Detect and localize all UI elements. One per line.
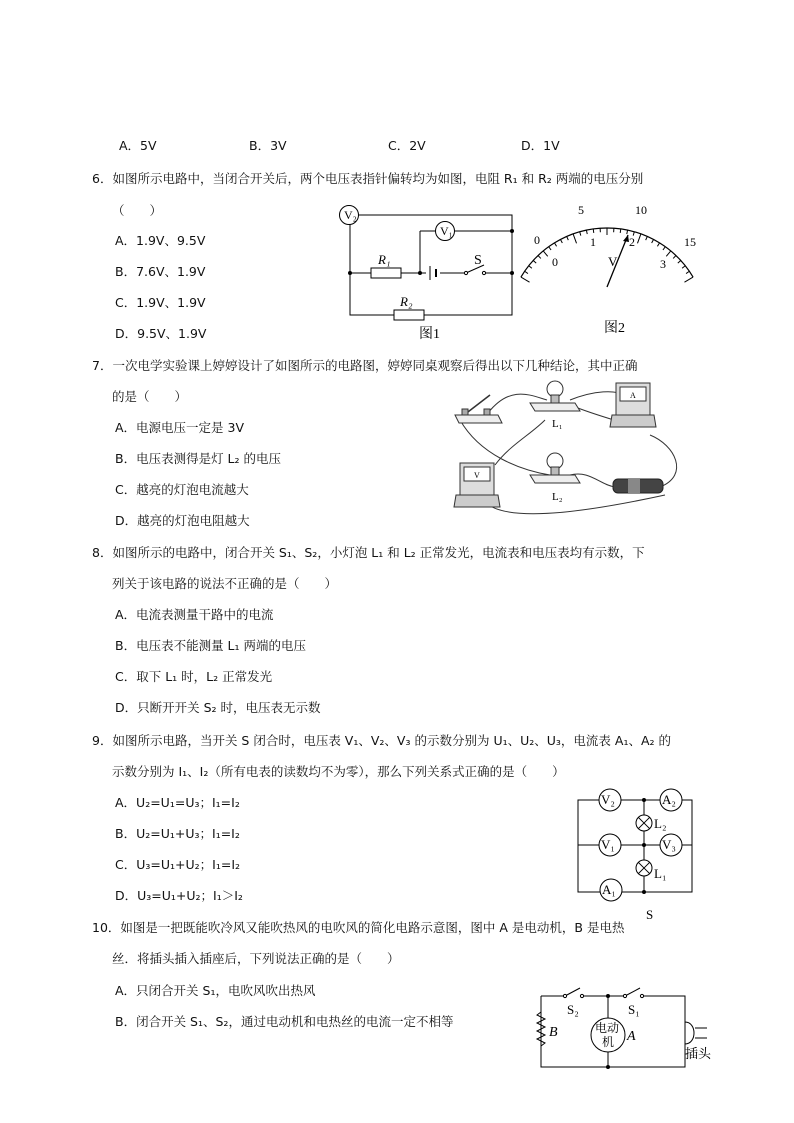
dial-tick-mark — [663, 247, 665, 250]
q6-fig1-v1-label: V₁ — [440, 224, 453, 238]
q9-fig-v2-label: V₂ — [601, 792, 615, 807]
dial-tick-mark — [673, 256, 676, 259]
q7-fig-l1-label: L₁ — [552, 418, 563, 430]
q8-stem-line1: 8．如图所示的电路中，闭合开关 S₁、S₂，小灯泡 L₁ 和 L₂ 正常发光，电流表和电压表均有示数，下 — [92, 545, 645, 560]
q10-stem-line2: 丝．将插头插入插座后，下列说法正确的是（ ） — [112, 951, 400, 966]
q10-fig-plug-label: 插头 — [685, 1046, 712, 1061]
dial-tick-mark — [686, 271, 689, 273]
q7-fig-ammeter-label: A — [630, 391, 636, 400]
dial-tick-mark — [529, 266, 532, 268]
dial-tick-mark — [678, 260, 681, 263]
dial-tick-mark — [560, 239, 562, 243]
dial-tick-mark — [666, 251, 670, 256]
dial-tick-mark — [620, 229, 621, 233]
dial-tick-mark — [525, 271, 528, 273]
q9-fig-s-label: S — [646, 907, 654, 922]
q7-ammeter-icon — [610, 383, 656, 427]
q6-fig1-r1-label: R₁ — [378, 252, 391, 267]
q7-figure-apparatus — [450, 375, 690, 525]
q6-fig1-v2-label: V₂ — [344, 208, 357, 222]
q9-option-b: B．U₂=U₁+U₃；I₁=I₂ — [115, 826, 240, 841]
q6-dial-inner-3: 3 — [660, 257, 666, 271]
q7-lamp-l1-icon — [530, 381, 580, 411]
q10-switch-s1-icon — [623, 988, 644, 1001]
q9-figure-circuit — [574, 786, 699, 926]
q6-stem: 6．如图所示电路中，当闭合开关后，两个电压表指针偏转均为如图，电阻 R₁ 和 R₂ 两端的电压分别 — [92, 171, 644, 186]
dial-tick-mark — [652, 239, 654, 243]
q7-option-d: D．越亮的灯泡电阻越大 — [115, 513, 250, 528]
q5-option-b: B．3V — [249, 138, 287, 153]
q7-stem-line1: 7．一次电学实验课上婷婷设计了如图所示的电路图，婷婷同桌观察后得出以下几种结论，其中正确 — [92, 358, 638, 373]
q7-option-a: A．电源电压一定是 3V — [115, 420, 245, 435]
q9-stem-line1: 9．如图所示电路，当开关 S 闭合时，电压表 V₁、V₂、V₃ 的示数分别为 U₁、U₂、U₃，电流表 A₁、A₂ 的 — [92, 733, 671, 748]
dial-tick-mark — [573, 234, 576, 243]
q10-plug-icon — [685, 1022, 707, 1044]
q7-fig-voltmeter-label: V — [474, 471, 480, 480]
dial-tick-mark — [682, 266, 685, 268]
q6-figure1-caption: 图1 — [419, 327, 440, 342]
q10-option-a: A．只闭合开关 S₁，电吹风吹出热风 — [115, 983, 316, 998]
q10-heater-wire-icon — [537, 1012, 545, 1046]
dial-tick-mark — [593, 229, 594, 233]
q6-figure2-caption: 图2 — [604, 321, 625, 336]
dial-tick-mark — [646, 236, 648, 240]
q10-figure-circuit — [525, 984, 725, 1074]
q9-option-a: A．U₂=U₁=U₃；I₁=I₂ — [115, 795, 240, 810]
q10-option-b: B．闭合开关 S₁、S₂，通过电动机和电热丝的电流一定不相等 — [115, 1014, 454, 1029]
q10-fig-motor-label-2: 机 — [602, 1035, 615, 1049]
q6-dial-inner-1: 1 — [590, 235, 596, 249]
q6-option-a: A．1.9V、9.5V — [115, 233, 206, 248]
q7-stem-line2: 的是（ ） — [112, 389, 188, 404]
dial-tick-mark — [627, 230, 628, 234]
q9-option-c: C．U₃=U₁+U₂；I₁=I₂ — [115, 857, 241, 872]
q6-dial-tick-5: 5 — [578, 203, 584, 217]
q10-switch-s2-icon — [563, 988, 584, 1001]
dial-tick-mark — [637, 234, 640, 243]
q8-option-d: D．只断开开关 S₂ 时，电压表无示数 — [115, 700, 321, 715]
q5-option-a: A．5V — [119, 138, 157, 153]
dial-tick-mark — [549, 247, 551, 250]
q9-fig-v1-label: V₁ — [601, 837, 615, 852]
q7-fig-l2-label: L₂ — [552, 491, 563, 503]
q8-stem-line2: 列关于该电路的说法不正确的是（ ） — [112, 576, 338, 591]
q10-fig-s2-label: S₂ — [567, 1002, 579, 1017]
q10-fig-s1-label: S₁ — [628, 1002, 640, 1017]
q6-dial-unit-v: V — [608, 254, 618, 269]
q10-stem-line1: 10．如图是一把既能吹冷风又能吹热风的电吹风的简化电路示意图，图中 A 是电动机，B 是电热 — [92, 920, 625, 935]
dial-tick-mark — [538, 256, 541, 259]
q7-option-b: B．电压表测得是灯 L₂ 的电压 — [115, 451, 281, 466]
dial-tick-mark — [533, 260, 536, 263]
q6-option-d: D．9.5V、1.9V — [115, 326, 207, 341]
q9-fig-a2-label: A₂ — [662, 792, 676, 807]
q7-voltmeter-icon — [454, 463, 500, 507]
q9-fig-l1-label: L₁ — [654, 866, 667, 881]
q9-option-d: D．U₃=U₁+U₂；I₁＞I₂ — [115, 888, 243, 903]
q10-fig-b-label: B — [549, 1025, 558, 1040]
q5-option-c: C．2V — [388, 138, 426, 153]
q6-option-b: B．7.6V、1.9V — [115, 264, 206, 279]
q6-option-c: C．1.9V、1.9V — [115, 295, 206, 310]
q6-fig1-r2-label: R₂ — [400, 294, 413, 309]
q6-resistor-r1-icon — [371, 268, 401, 278]
q6-dial-tick-10: 10 — [635, 203, 647, 217]
q5-option-d: D．1V — [521, 138, 560, 153]
q6-dial-tick-15: 15 — [684, 235, 696, 249]
q8-option-c: C．取下 L₁ 时，L₂ 正常发光 — [115, 669, 273, 684]
dial-tick-mark — [543, 251, 547, 256]
q9-fig-v3-label: V₃ — [662, 837, 676, 852]
q5-options — [119, 138, 599, 154]
q9-fig-a1-label: A₁ — [602, 882, 616, 897]
q9-stem-line2: 示数分别为 I₁、I₂（所有电表的读数均不为零），那么下列关系式正确的是（ ） — [112, 764, 565, 779]
q6-resistor-r2-icon — [394, 310, 424, 320]
q7-lamp-l2-icon — [530, 453, 580, 483]
dial-tick-mark — [580, 232, 581, 236]
q6-answer-paren: （ ） — [112, 203, 163, 218]
q8-option-b: B．电压表不能测量 L₁ 两端的电压 — [115, 638, 306, 653]
dial-tick-mark — [586, 230, 587, 234]
dial-tick-mark — [684, 277, 693, 282]
dial-tick-mark — [567, 236, 569, 240]
q6-fig1-s-label: S — [474, 253, 482, 268]
q9-fig-l2-label: L₂ — [654, 816, 667, 831]
q10-fig-motor-label-1: 电动 — [595, 1021, 620, 1035]
q8-option-a: A．电流表测量干路中的电流 — [115, 607, 274, 622]
q6-figure2-meter-dial — [527, 198, 707, 338]
q10-fig-a-label: A — [627, 1029, 636, 1044]
q7-switch-knife-icon — [455, 395, 502, 423]
q7-battery-pack-icon — [613, 479, 663, 493]
q6-dial-tick-0: 0 — [534, 233, 540, 247]
q6-figure1-circuit — [340, 198, 525, 343]
q6-dial-inner-2: 2 — [629, 235, 635, 249]
q7-option-c: C．越亮的灯泡电流越大 — [115, 482, 249, 497]
q6-dial-inner-0: 0 — [552, 255, 558, 269]
